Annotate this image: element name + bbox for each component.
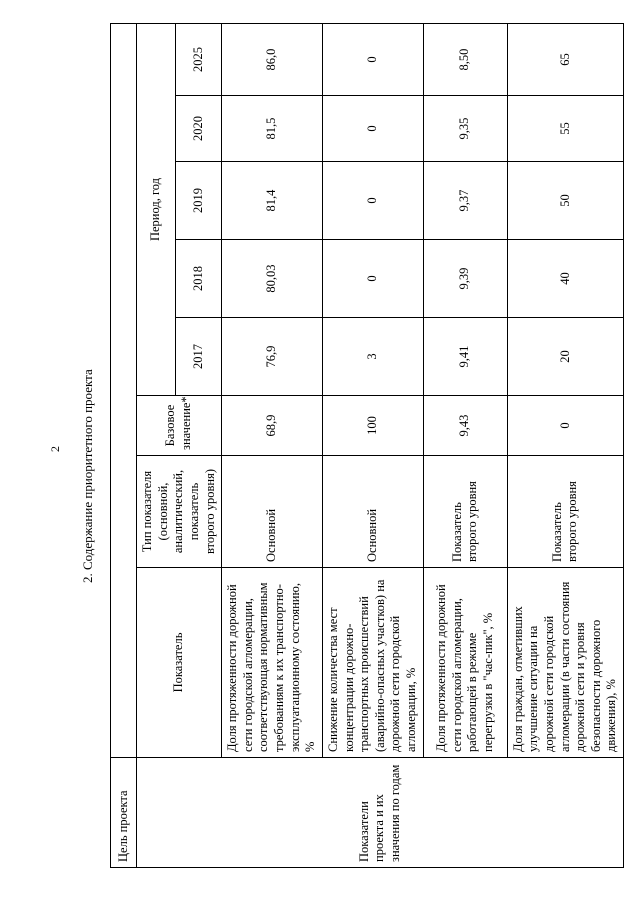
goal-value — [111, 24, 137, 758]
header-year: 2020 — [175, 96, 222, 162]
value-cell: 81,5 — [222, 96, 323, 162]
header-type: Тип показателя (основной, аналитический, показатель второго уровня) — [137, 456, 222, 568]
goal-label: Цель проекта — [111, 758, 137, 868]
value-cell: 9,35 — [423, 96, 507, 162]
table-row — [507, 24, 623, 868]
header-indicator: Показатель — [137, 568, 222, 758]
header-year: 2018 — [175, 240, 222, 318]
type-cell: Показатель второго уровня — [423, 456, 507, 568]
value-cell: 65 — [507, 24, 623, 96]
value-cell: 55 — [507, 96, 623, 162]
value-cell: 81,4 — [222, 162, 323, 240]
value-cell: 9,41 — [423, 318, 507, 396]
value-cell: 20 — [507, 318, 623, 396]
header-year: 2019 — [175, 162, 222, 240]
type-cell: Основной — [322, 456, 423, 568]
section-title: 2. Содержание приоритетного проекта — [80, 369, 95, 583]
value-cell: 9,37 — [423, 162, 507, 240]
header-period: Период, год — [137, 24, 176, 396]
base-cell: 68,9 — [222, 396, 323, 456]
value-cell: 76,9 — [222, 318, 323, 396]
indicator-cell: Снижение количества мест концентрации дорожно-транспортных происшествий (аварийно-опасных участков) на дорожной сети городской агломерации, % — [322, 568, 423, 758]
row-group-label: Показатели проекта и их значения по годам — [137, 758, 624, 868]
value-cell: 0 — [322, 96, 423, 162]
table-row — [322, 24, 423, 868]
value-cell: 8,50 — [423, 24, 507, 96]
header-year: 2017 — [175, 318, 222, 396]
value-cell: 0 — [322, 162, 423, 240]
value-cell: 0 — [322, 24, 423, 96]
indicator-cell: Доля протяженности дорожной сети городской агломерации, работающей в режиме перегрузки в "час-пик", % — [423, 568, 507, 758]
table-row — [423, 24, 507, 868]
value-cell: 50 — [507, 162, 623, 240]
value-cell: 0 — [322, 240, 423, 318]
type-cell: Основной — [222, 456, 323, 568]
indicator-cell: Доля протяженности дорожной сети городской агломерации, соответствующая нормативным требованиям к их транспортно-эксплуатационному состоянию, % — [222, 568, 323, 758]
priority-project-table — [110, 23, 624, 868]
indicator-cell: Доля граждан, отметивших улучшение ситуации на дорожной сети городской агломерации (в части состояния дорожной сети и уровня безопасности дорожного движения), % — [507, 568, 623, 758]
value-cell: 80,03 — [222, 240, 323, 318]
value-cell: 86,0 — [222, 24, 323, 96]
value-cell: 40 — [507, 240, 623, 318]
value-cell: 9,39 — [423, 240, 507, 318]
header-year: 2025 — [175, 24, 222, 96]
page-number: 2 — [48, 446, 62, 452]
priority-project-table-wrapper — [110, 24, 619, 868]
header-base: Базовое значение* — [137, 396, 222, 456]
base-cell: 9,43 — [423, 396, 507, 456]
value-cell: 3 — [322, 318, 423, 396]
base-cell: 100 — [322, 396, 423, 456]
table-row — [222, 24, 323, 868]
type-cell: Показатель второго уровня — [507, 456, 623, 568]
base-cell: 0 — [507, 396, 623, 456]
